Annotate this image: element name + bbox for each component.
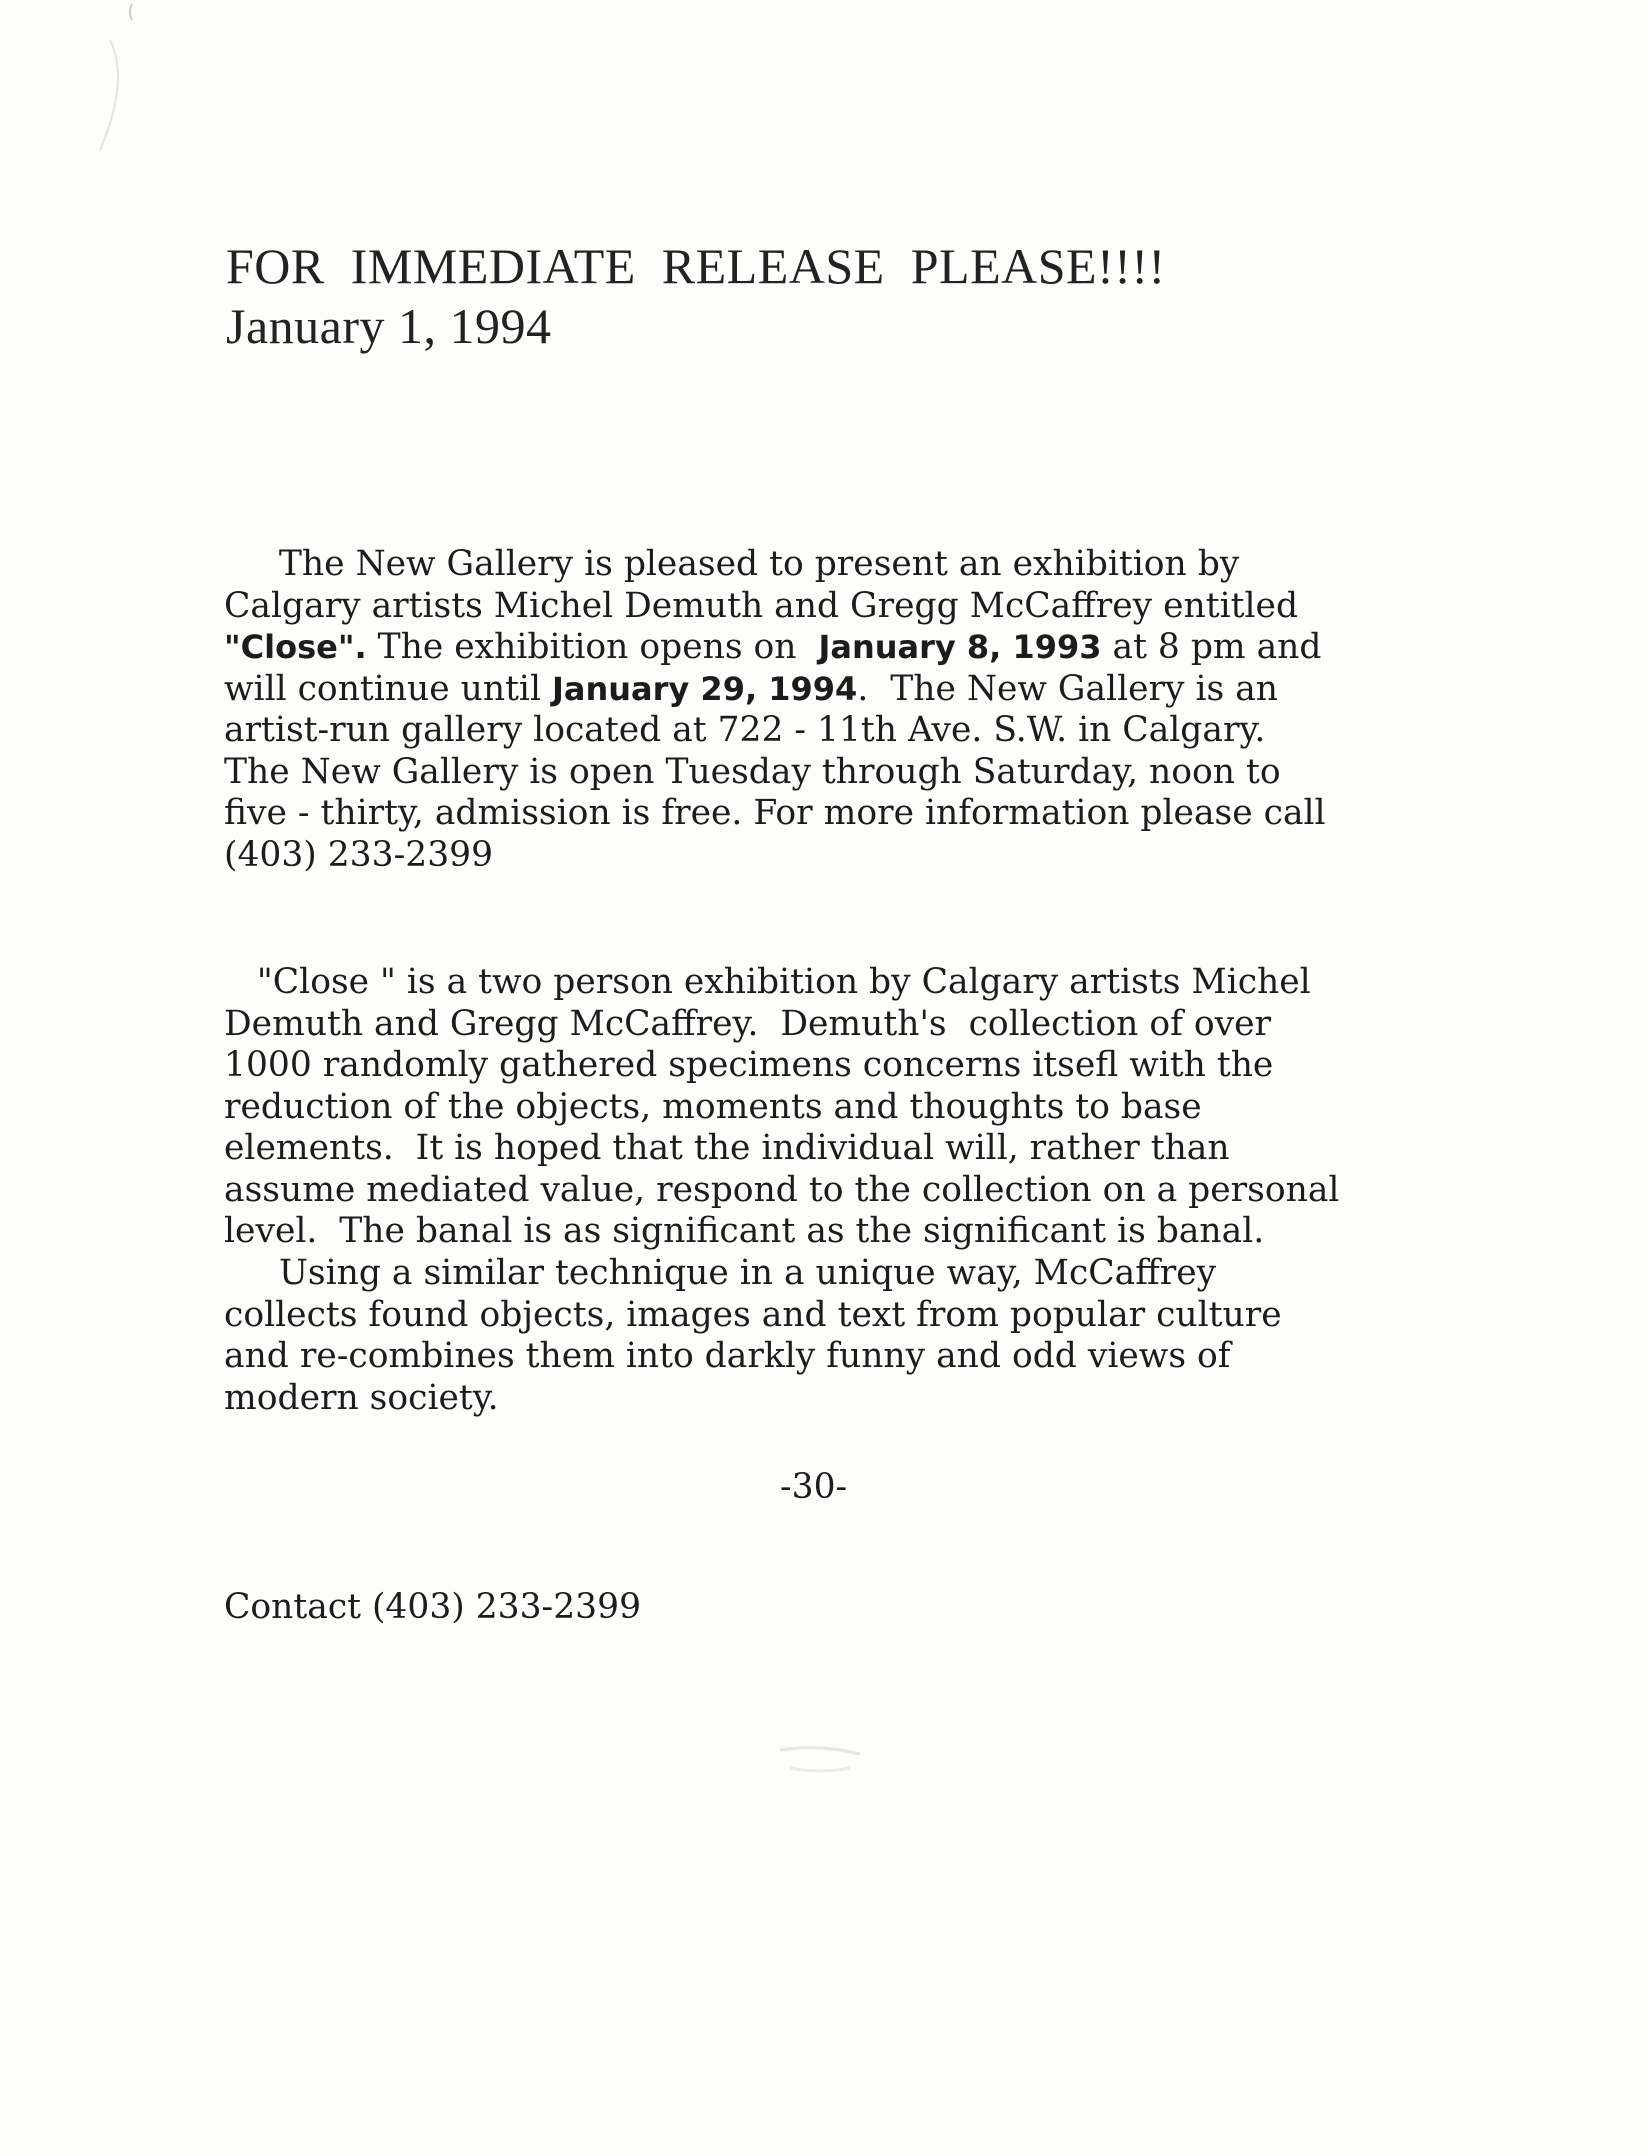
release-title: FOR IMMEDIATE RELEASE PLEASE!!!! [226, 238, 1166, 294]
paragraph-mccaffrey [224, 1253, 1434, 1419]
para2-line: "Close " is a two person exhibition by Calgary artists Michel [224, 962, 1311, 1002]
para1-text: at 8 pm and [1101, 627, 1322, 667]
exhibition-title: "Close". [224, 628, 367, 666]
para1-line: The New Gallery is open Tuesday through Saturday, noon to [224, 751, 1281, 792]
end-marker: -30- [780, 1467, 848, 1507]
para1-line: (403) 233-2399 [224, 834, 494, 875]
para3-line: modern society. [224, 1377, 499, 1418]
para2-line: reduction of the objects, moments and thoughts to base [224, 1086, 1202, 1127]
para2-line: elements. It is hoped that the individual will, rather than [224, 1128, 1230, 1168]
para3-line: Using a similar technique in a unique way, McCaffrey [224, 1253, 1217, 1293]
para2-line: assume mediated value, respond to the collection on a personal [224, 1169, 1340, 1210]
para3-line: and re-combines them into darkly funny and odd views of [224, 1336, 1231, 1376]
paragraph-exhibition-details [224, 544, 1434, 876]
para1-text: The exhibition opens on [366, 627, 819, 667]
release-date: January 1, 1994 [226, 298, 552, 354]
scan-artifact-top-left [60, 0, 180, 180]
para1-line [224, 669, 1434, 711]
para2-line: 1000 randomly gathered specimens concerns itsefl with the [224, 1045, 1274, 1085]
closing-date: January 29, 1994 [551, 669, 858, 708]
para2-line: Demuth and Gregg McCaffrey. Demuth's collection of over [224, 1003, 1271, 1044]
para1-text: will continue until [224, 668, 552, 709]
paragraph-demuth [224, 962, 1434, 1253]
para2-line: level. The banal is as significant as the significant is banal. [224, 1211, 1265, 1251]
para1-line [224, 627, 1434, 669]
para1-line: Calgary artists Michel Demuth and Gregg McCaffrey entitled [224, 585, 1299, 626]
para1-line: five - thirty, admission is free. For more information please call [224, 793, 1326, 833]
para1-text: . The New Gallery is an [857, 668, 1278, 709]
contact-line: Contact (403) 233-2399 [224, 1587, 642, 1627]
scan-artifact-bottom [770, 1740, 890, 1790]
release-heading [226, 236, 1166, 356]
para1-line: artist-run gallery located at 722 - 11th Ave. S.W. in Calgary. [224, 710, 1266, 750]
para3-line: collects found objects, images and text from popular culture [224, 1294, 1282, 1335]
opening-date: January 8, 1993 [818, 628, 1102, 666]
para1-line: The New Gallery is pleased to present an exhibition by [224, 544, 1240, 584]
